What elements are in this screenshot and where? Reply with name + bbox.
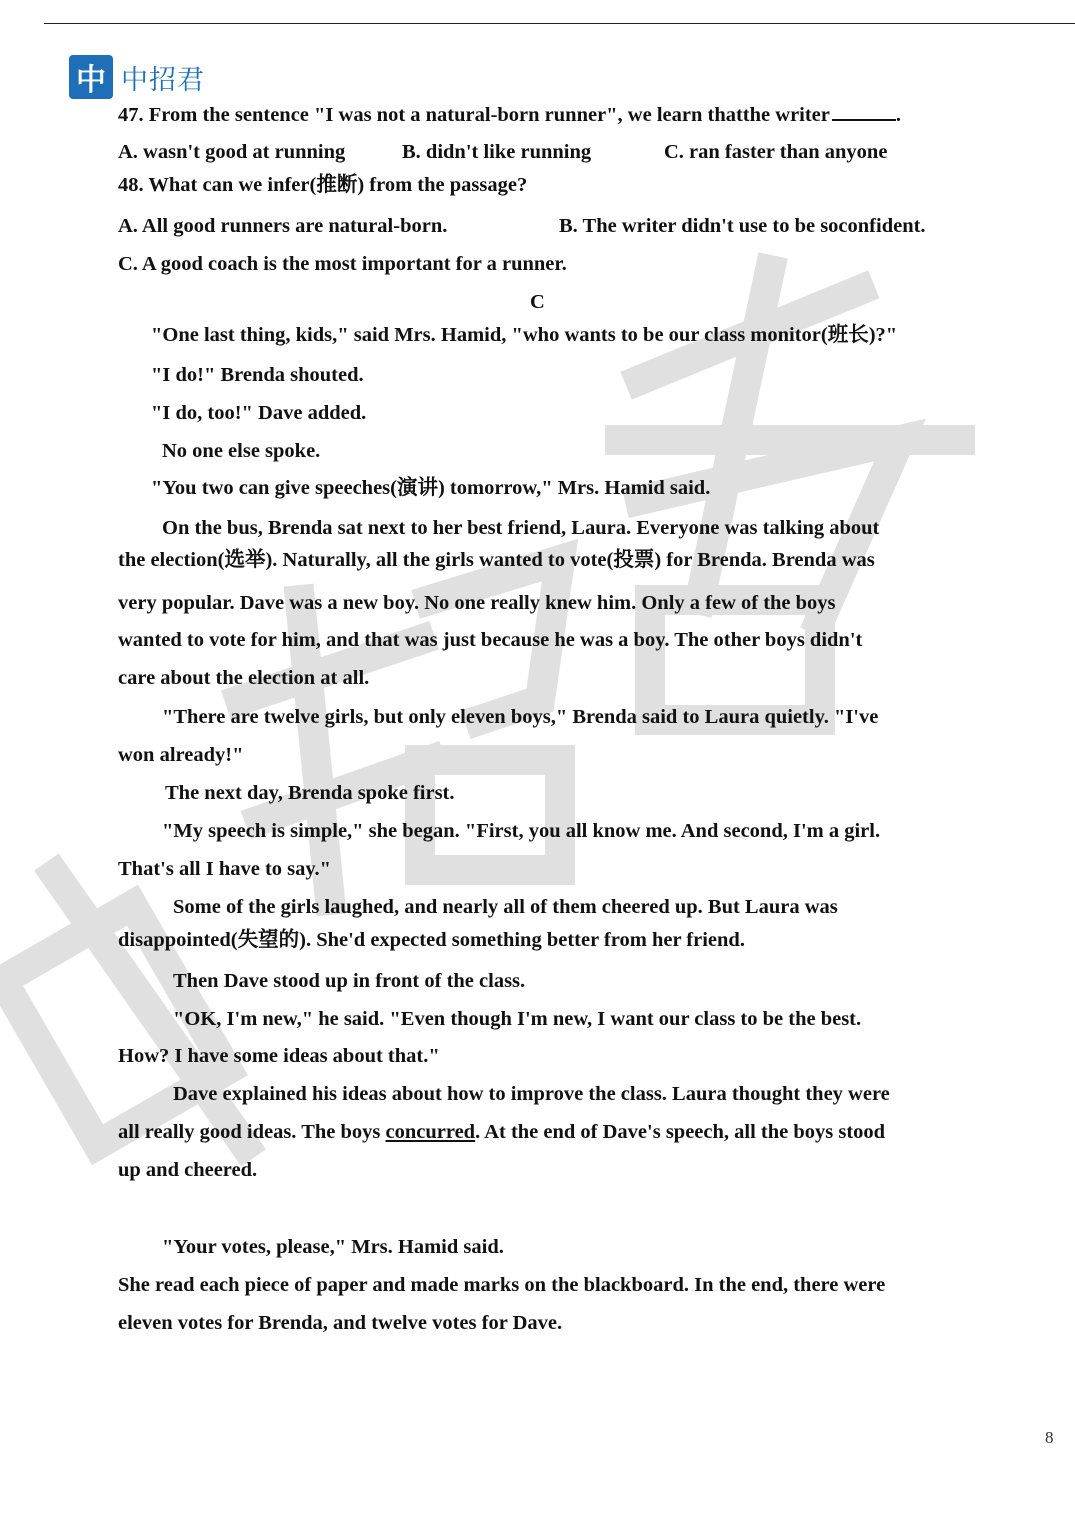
passage-line: "One last thing, kids," said Mrs. Hamid, "who wants to be our class monitor(班长)?" <box>151 324 898 346</box>
passage-line: How? I have some ideas about that." <box>118 1045 440 1067</box>
passage-line: "Your votes, please," Mrs. Hamid said. <box>162 1236 504 1258</box>
passage-line: "There are twelve girls, but only eleven boys," Brenda said to Laura quietly. "I've <box>162 706 879 728</box>
question-47: 47. From the sentence "I was not a natural-born runner", we learn thatthe writer . <box>118 101 901 127</box>
q48-option-a: A. All good runners are natural-born. <box>118 215 448 237</box>
q48-option-c: C. A good coach is the most important for a runner. <box>118 253 567 275</box>
passage-line: Some of the girls laughed, and nearly all of them cheered up. But Laura was <box>173 896 838 918</box>
passage-line: The next day, Brenda spoke first. <box>165 782 455 804</box>
passage-line: wanted to vote for him, and that was just because he was a boy. The other boys didn't <box>118 629 863 651</box>
q47-option-c: C. ran faster than anyone <box>664 141 888 163</box>
passage-line: "OK, I'm new," he said. "Even though I'm new, I want our class to be the best. <box>173 1008 862 1030</box>
q48-option-b: B. The writer didn't use to be soconfident. <box>559 215 926 237</box>
passage-line: all really good ideas. The boys concurred. At the end of Dave's speech, all the boys stood <box>118 1121 886 1143</box>
header-rule <box>44 23 1075 24</box>
passage-line: care about the election at all. <box>118 667 370 689</box>
passage-line: up and cheered. <box>118 1159 258 1181</box>
logo-mark: 中 <box>69 55 113 99</box>
q47-option-b: B. didn't like running <box>402 141 592 163</box>
passage-line: very popular. Dave was a new boy. No one really knew him. Only a few of the boys <box>118 592 836 614</box>
passage-line: "I do!" Brenda shouted. <box>151 364 364 386</box>
passage-line: Then Dave stood up in front of the class. <box>173 970 526 992</box>
passage-line: "I do, too!" Dave added. <box>151 402 367 424</box>
passage-line: eleven votes for Brenda, and twelve votes for Dave. <box>118 1312 563 1334</box>
passage-line: Dave explained his ideas about how to improve the class. Laura thought they were <box>173 1083 890 1105</box>
passage-line: disappointed(失望的). She'd expected something better from her friend. <box>118 929 745 951</box>
brand-logo <box>69 54 205 100</box>
passage-line: "My speech is simple," she began. "First, you all know me. And second, I'm a girl. <box>162 820 881 842</box>
passage-line: She read each piece of paper and made marks on the blackboard. In the end, there were <box>118 1274 886 1296</box>
passage-line: won already!" <box>118 744 244 766</box>
logo-text: 中招君 <box>121 64 205 96</box>
passage-line: the election(选举). Naturally, all the girls wanted to vote(投票) for Brenda. Brenda was <box>118 549 875 571</box>
passage-line: That's all I have to say." <box>118 858 331 880</box>
passage-line: "You two can give speeches(演讲) tomorrow," Mrs. Hamid said. <box>151 477 711 499</box>
q47-option-a: A. wasn't good at running <box>118 141 346 163</box>
underlined-word: concurred <box>385 1121 476 1143</box>
page-number: 8 <box>1045 1428 1054 1447</box>
passage-line: On the bus, Brenda sat next to her best friend, Laura. Everyone was talking about <box>162 517 880 539</box>
answer-blank <box>832 101 896 121</box>
question-48-stem: 48. What can we infer(推断) from the passage? <box>118 174 528 196</box>
question-47-stem: 47. From the sentence "I was not a natural-born runner", we learn thatthe writer <box>118 104 830 126</box>
passage-line: No one else spoke. <box>162 440 321 462</box>
section-heading: C <box>530 291 545 313</box>
